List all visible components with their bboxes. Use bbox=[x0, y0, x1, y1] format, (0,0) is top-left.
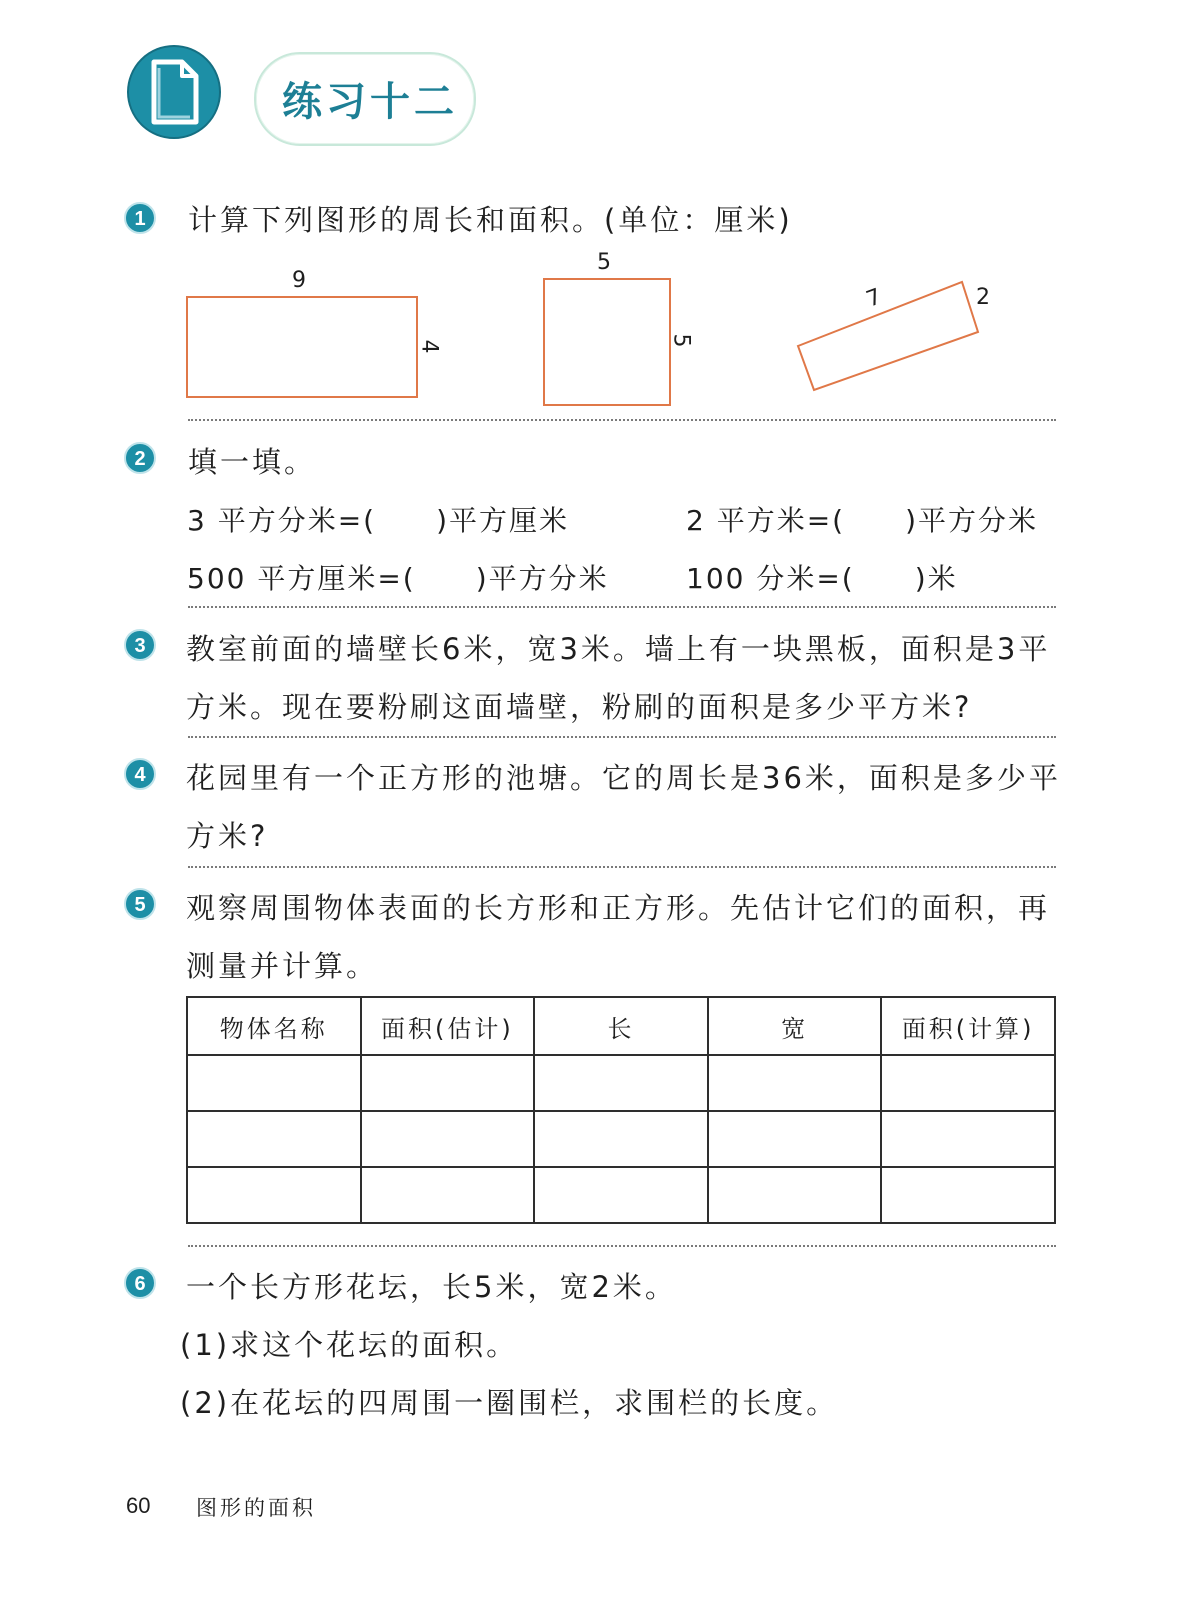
table-cell bbox=[534, 1055, 708, 1111]
question-number-5 bbox=[123, 887, 157, 921]
rect-top-label: 9 bbox=[292, 268, 306, 293]
table-row bbox=[187, 1111, 1055, 1167]
divider bbox=[188, 866, 1056, 868]
fill-blank-item: 2 平方米=( )平方分米 bbox=[686, 504, 1039, 537]
svg-text:5: 5 bbox=[134, 894, 146, 916]
divider bbox=[188, 419, 1056, 421]
table-cell bbox=[361, 1055, 535, 1111]
measurement-table bbox=[186, 996, 1056, 1224]
q6-sub-1: (1)求这个花坛的面积。 bbox=[180, 1328, 519, 1362]
table-header-cell: 长 bbox=[534, 997, 708, 1055]
table-header-cell: 面积(估计) bbox=[361, 997, 535, 1055]
table-header-cell: 面积(计算) bbox=[881, 997, 1055, 1055]
fill-blank-item: 500 平方厘米=( )平方分米 bbox=[187, 562, 609, 595]
q5-line-1: 观察周围物体表面的长方形和正方形。先估计它们的面积，再 bbox=[186, 891, 1051, 925]
table-row bbox=[187, 1167, 1055, 1223]
table-cell bbox=[881, 1055, 1055, 1111]
rectangle-shape bbox=[186, 296, 418, 398]
table-header-cell: 物体名称 bbox=[187, 997, 361, 1055]
tilted-rectangle-shape bbox=[790, 276, 990, 400]
q4-line-1: 花园里有一个正方形的池塘。它的周长是36米，面积是多少平 bbox=[186, 761, 1061, 795]
document-icon bbox=[126, 44, 222, 140]
question-number-6 bbox=[123, 1266, 157, 1300]
q5-line-2: 测量并计算。 bbox=[186, 949, 379, 983]
page-title: 练习十二 bbox=[282, 78, 458, 125]
svg-text:4: 4 bbox=[134, 764, 146, 786]
table-cell bbox=[708, 1167, 882, 1223]
question-number-1 bbox=[123, 201, 157, 235]
q6-text: 一个长方形花坛，长5米，宽2米。 bbox=[186, 1270, 677, 1304]
page-number: 60 bbox=[126, 1493, 151, 1518]
question-number-2 bbox=[123, 441, 157, 475]
q3-line-2: 方米。现在要粉刷这面墙壁，粉刷的面积是多少平方米? bbox=[186, 690, 973, 724]
table-cell bbox=[708, 1111, 882, 1167]
q4-line-2: 方米? bbox=[186, 819, 269, 853]
chapter-title: 图形的面积 bbox=[196, 1496, 316, 1520]
table-row bbox=[187, 1055, 1055, 1111]
tilted-long-label: 7 bbox=[863, 284, 885, 313]
table-cell bbox=[187, 1167, 361, 1223]
table-header-row bbox=[187, 997, 1055, 1055]
q3-line-1: 教室前面的墙壁长6米，宽3米。墙上有一块黑板，面积是3平 bbox=[186, 632, 1051, 666]
table-header-cell: 宽 bbox=[708, 997, 882, 1055]
table-cell bbox=[361, 1167, 535, 1223]
divider bbox=[188, 736, 1056, 738]
table-cell bbox=[361, 1111, 535, 1167]
fill-blank-item: 100 分米=( )米 bbox=[686, 562, 958, 595]
question-number-3 bbox=[123, 628, 157, 662]
tilted-short-label: 2 bbox=[976, 285, 990, 310]
fill-blank-item: 3 平方分米=( )平方厘米 bbox=[187, 504, 570, 537]
table-cell bbox=[534, 1111, 708, 1167]
rect-side-label: 4 bbox=[416, 339, 442, 354]
table-cell bbox=[881, 1167, 1055, 1223]
question-number-4 bbox=[123, 757, 157, 791]
divider bbox=[188, 606, 1056, 608]
table-cell bbox=[708, 1055, 882, 1111]
q2-text: 填一填。 bbox=[188, 445, 317, 479]
square-side-label: 5 bbox=[668, 333, 694, 348]
square-shape bbox=[543, 278, 671, 406]
svg-text:1: 1 bbox=[134, 208, 146, 230]
table-cell bbox=[187, 1055, 361, 1111]
q1-text: 计算下列图形的周长和面积。(单位：厘米) bbox=[188, 203, 793, 237]
svg-text:6: 6 bbox=[134, 1273, 146, 1295]
svg-text:3: 3 bbox=[134, 635, 146, 657]
divider bbox=[188, 1245, 1056, 1247]
square-top-label: 5 bbox=[597, 250, 611, 275]
table-cell bbox=[881, 1111, 1055, 1167]
table-cell bbox=[187, 1111, 361, 1167]
svg-text:2: 2 bbox=[134, 448, 146, 470]
q6-sub-2: (2)在花坛的四周围一圈围栏，求围栏的长度。 bbox=[180, 1386, 839, 1420]
table-cell bbox=[534, 1167, 708, 1223]
